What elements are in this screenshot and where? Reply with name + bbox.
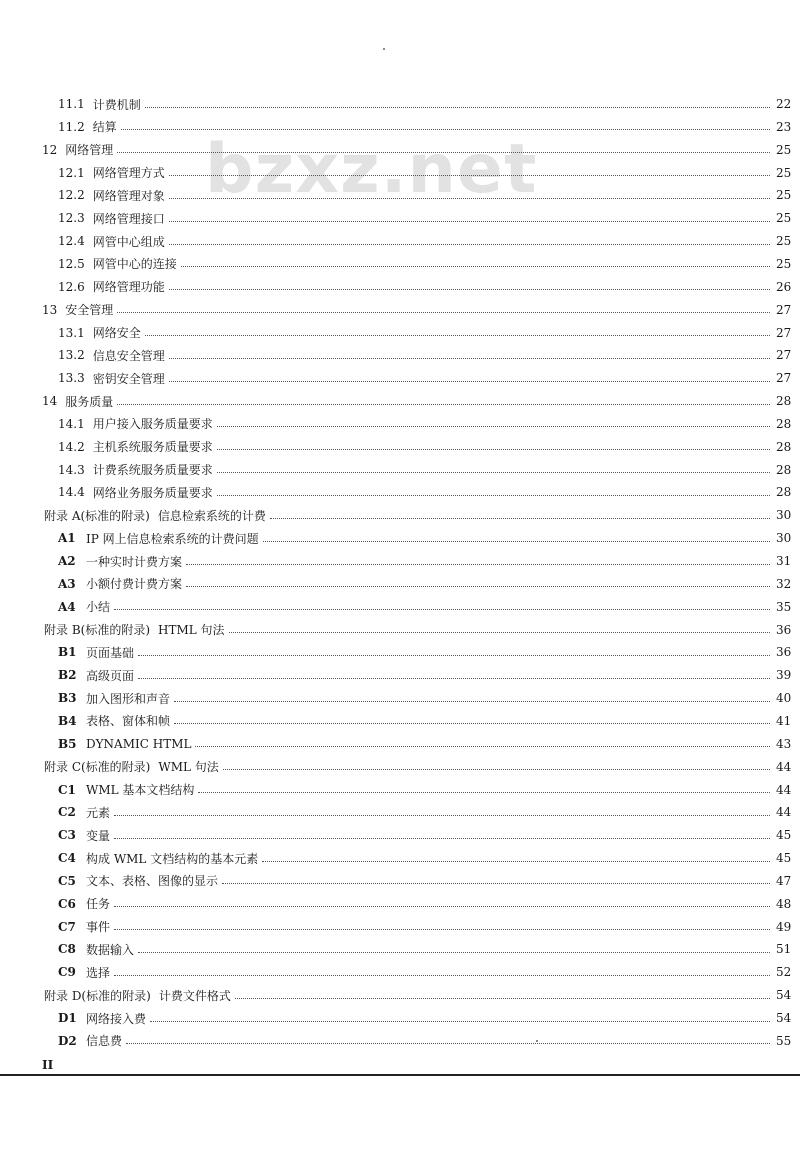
toc-entry-number: 附录 D(标准的附录) <box>44 988 151 1003</box>
toc-entry-page: 55 <box>776 1033 792 1048</box>
toc-entry-number: 13.2 <box>58 348 85 363</box>
toc-entry <box>0 870 800 892</box>
dot-leader <box>138 668 770 679</box>
toc-entry-title: 文本、表格、图像的显示 <box>86 874 219 889</box>
toc-entry <box>0 664 800 686</box>
toc-entry <box>0 230 800 252</box>
toc-entry-title: 事件 <box>86 920 111 935</box>
toc-entry-title: 信息费 <box>86 1034 123 1049</box>
toc-entry-number: 14 <box>42 394 58 409</box>
toc-entry-number: 14.2 <box>58 439 85 454</box>
dot-leader <box>262 851 770 862</box>
toc-entry-number: C6 <box>58 896 76 911</box>
toc-entry-title: 计费系统服务质量要求 <box>92 463 213 478</box>
dot-leader <box>217 485 770 496</box>
toc-entry-number: 12.1 <box>58 165 85 180</box>
dot-leader <box>174 691 770 702</box>
toc-entry-number: 13 <box>42 302 58 317</box>
toc-entry <box>0 344 800 366</box>
toc-entry <box>0 527 800 549</box>
toc-entry-page: 28 <box>776 485 792 500</box>
toc-entry-page: 27 <box>776 325 792 340</box>
toc-entry <box>0 116 800 138</box>
toc-entry-number: 12.5 <box>58 256 85 271</box>
toc-entry-page: 28 <box>776 462 792 477</box>
dot-leader <box>126 1033 770 1044</box>
toc-entry-title: 一种实时计费方案 <box>86 554 183 569</box>
dot-leader <box>169 234 770 245</box>
toc-entry-number: 12.2 <box>58 188 85 203</box>
toc-entry-title: 构成 WML 文档结构的基本元素 <box>86 851 259 866</box>
toc-entry-title: 用户接入服务质量要求 <box>92 417 213 432</box>
toc-entry-number: 11.1 <box>58 97 85 111</box>
dot-leader <box>181 256 770 267</box>
toc-entry-page: 44 <box>776 782 792 797</box>
toc-entry-page: 52 <box>776 965 792 980</box>
dot-leader <box>223 759 770 770</box>
toc-entry-title: 高级页面 <box>86 668 135 683</box>
toc-entry <box>0 367 800 389</box>
toc-entry-number: D1 <box>58 1011 77 1025</box>
toc-entry-page: 45 <box>776 828 792 843</box>
toc-entry <box>0 1030 800 1052</box>
toc-entry <box>0 847 800 869</box>
dot-leader <box>145 97 770 108</box>
dot-leader <box>114 599 770 610</box>
toc-entry <box>0 253 800 275</box>
toc-entry-number: A2 <box>58 554 76 568</box>
toc-entry <box>0 893 800 915</box>
dot-leader <box>138 645 770 656</box>
toc-entry <box>0 139 800 161</box>
dot-leader <box>186 576 770 587</box>
toc-entry-title: 计费机制 <box>92 97 141 112</box>
dot-leader <box>229 622 770 633</box>
toc-entry <box>0 938 800 960</box>
dot-leader <box>114 828 770 839</box>
toc-entry-page: 40 <box>776 691 792 706</box>
toc-entry-title: 元素 <box>86 805 111 820</box>
toc-entry-title: 网络接入费 <box>86 1011 147 1026</box>
toc-entry-number: B3 <box>58 691 77 706</box>
dot-leader <box>169 165 770 176</box>
toc-entry-page: 25 <box>776 256 792 271</box>
toc-entry <box>0 390 800 412</box>
dot-leader <box>117 302 770 313</box>
toc-entry-page: 39 <box>776 668 792 683</box>
toc-entry <box>0 916 800 938</box>
dot-leader <box>169 371 770 382</box>
dot-leader <box>150 1011 770 1022</box>
toc-entry-number: C5 <box>58 873 76 888</box>
dot-leader <box>195 736 770 747</box>
toc-entry-number: 附录 C(标准的附录) <box>44 760 151 775</box>
toc-entry-number: B4 <box>58 713 77 728</box>
toc-entry <box>0 276 800 298</box>
dot-leader <box>263 531 770 542</box>
toc-entry <box>0 641 800 663</box>
toc-entry-title: 结算 <box>92 120 117 135</box>
toc-entry-number: C3 <box>58 828 76 843</box>
toc-entry-title: 网络管理方式 <box>92 166 165 181</box>
toc-entry-title: 网络管理对象 <box>92 188 165 203</box>
toc-entry-number: 12.6 <box>58 279 85 294</box>
dot-leader <box>169 211 770 222</box>
toc-entry-title: HTML 句法 <box>158 623 225 638</box>
toc-entry-page: 30 <box>776 508 792 523</box>
toc-entry-title: 网络业务服务质量要求 <box>92 485 213 500</box>
toc-entry <box>0 162 800 184</box>
toc-entry-number: B5 <box>58 736 77 751</box>
toc-entry-title: IP 网上信息检索系统的计费问题 <box>86 531 259 546</box>
toc-entry-title: 网络管理接口 <box>92 211 165 226</box>
toc-entry <box>0 733 800 755</box>
dot-leader <box>145 325 770 336</box>
dot-leader <box>114 805 770 816</box>
toc-entry-title: 数据输入 <box>86 942 135 957</box>
toc-entry-number: C8 <box>58 942 76 957</box>
toc-entry-number: 14.4 <box>58 485 85 500</box>
toc-entry-page: 27 <box>776 348 792 363</box>
toc-entry-page: 36 <box>776 622 792 637</box>
page-number: II <box>42 1058 54 1072</box>
dot-leader <box>186 554 770 565</box>
dot-leader <box>114 919 770 930</box>
toc-entry-title: 网管中心组成 <box>92 234 165 249</box>
toc-entry-title: 主机系统服务质量要求 <box>92 440 213 455</box>
toc-entry-title: 计费文件格式 <box>158 988 231 1003</box>
toc-entry-number: A4 <box>58 599 76 614</box>
toc-entry-page: 45 <box>776 851 792 866</box>
toc-entry-number: A1 <box>58 531 76 546</box>
toc-entry <box>0 573 800 595</box>
toc-entry-number: 11.2 <box>58 119 85 134</box>
toc-entry-page: 28 <box>776 394 792 409</box>
toc-entry-page: 32 <box>776 576 792 591</box>
toc-entry-title: 选择 <box>86 965 111 980</box>
toc-entry-number: 14.3 <box>58 462 85 477</box>
toc-entry <box>0 801 800 823</box>
toc-entry <box>0 619 800 641</box>
toc-entry-title: 变量 <box>86 828 111 843</box>
toc-entry-title: DYNAMIC HTML <box>86 736 192 751</box>
toc-entry-page: 43 <box>776 736 792 751</box>
dot-leader <box>169 279 770 290</box>
toc-entry <box>0 1007 800 1029</box>
toc-entry-page: 27 <box>776 302 792 317</box>
toc-entry-number: 12.4 <box>58 234 85 249</box>
dot-leader <box>222 873 770 884</box>
toc-entry-title: 网络管理功能 <box>92 280 165 295</box>
toc-entry <box>0 961 800 983</box>
toc-entry-title: 小额付费计费方案 <box>86 577 183 592</box>
toc-entry-number: 附录 A(标准的附录) <box>44 508 150 523</box>
toc-entry-title: 网管中心的连接 <box>92 257 177 272</box>
toc-entry-title: 页面基础 <box>86 645 135 660</box>
toc-entry-number: 13.3 <box>58 371 85 386</box>
toc-entry-page: 31 <box>776 554 792 568</box>
toc-entry <box>0 504 800 526</box>
toc-entry-page: 25 <box>776 211 792 226</box>
toc-entry <box>0 779 800 801</box>
dot-leader <box>217 416 770 427</box>
toc-entry <box>0 184 800 206</box>
toc-entry <box>0 596 800 618</box>
toc-entry <box>0 207 800 229</box>
toc-entry-page: 36 <box>776 645 792 660</box>
toc-entry-page: 35 <box>776 599 792 614</box>
dot-leader <box>138 942 770 953</box>
toc-entry <box>0 481 800 503</box>
toc-entry-number: 12.3 <box>58 211 85 226</box>
toc-entry <box>0 687 800 709</box>
toc-entry-page: 44 <box>776 805 792 820</box>
dot-leader <box>114 965 770 976</box>
toc-entry-page: 25 <box>776 142 792 157</box>
toc-entry-title: WML 基本文档结构 <box>86 783 195 797</box>
toc-entry-title: 网络安全 <box>92 326 141 340</box>
scan-speck <box>536 1040 538 1042</box>
toc-entry-title: 密钥安全管理 <box>92 371 165 386</box>
dot-leader <box>121 119 770 130</box>
toc-entry <box>0 93 800 115</box>
toc-entry-page: 41 <box>776 713 792 728</box>
toc-entry-page: 25 <box>776 165 792 180</box>
toc-entry <box>0 436 800 458</box>
dot-leader <box>217 462 770 473</box>
toc-entry <box>0 413 800 435</box>
toc-entry-number: C9 <box>58 965 76 980</box>
dot-leader <box>235 988 770 999</box>
toc-entry-number: A3 <box>58 576 76 591</box>
toc-entry-page: 28 <box>776 416 792 431</box>
toc-entry-title: 安全管理 <box>65 303 114 318</box>
toc-entry-number: 14.1 <box>58 416 85 431</box>
toc-entry-page: 25 <box>776 234 792 249</box>
dot-leader <box>217 439 770 450</box>
dot-leader <box>114 896 770 907</box>
toc-entry-title: 信息安全管理 <box>92 348 165 363</box>
toc-entry-title: 表格、窗体和帧 <box>86 714 171 729</box>
toc-entry-title: 加入图形和声音 <box>86 691 171 706</box>
dot-leader <box>174 713 770 724</box>
dot-leader <box>270 508 770 519</box>
toc-entry-page: 22 <box>776 97 792 111</box>
toc-entry-number: C7 <box>58 919 76 934</box>
toc-entry-page: 28 <box>776 439 792 454</box>
toc-entry <box>0 550 800 572</box>
watermark: bzxz.net <box>205 130 538 209</box>
dot-leader <box>117 142 770 153</box>
footer-rule <box>0 1074 800 1076</box>
toc-entry-title: 服务质量 <box>65 394 114 409</box>
toc-entry-page: 48 <box>776 896 792 911</box>
toc-entry-number: C2 <box>58 805 76 820</box>
toc-entry <box>0 710 800 732</box>
toc-entry <box>0 824 800 846</box>
toc-entry-number: 附录 B(标准的附录) <box>44 623 150 638</box>
toc-entry-page: 25 <box>776 188 792 203</box>
toc-entry-number: 12 <box>42 142 58 157</box>
toc-entry <box>0 459 800 481</box>
toc-entry-page: 44 <box>776 759 792 774</box>
toc-entry-page: 54 <box>776 988 792 1003</box>
toc-entry-page: 23 <box>776 119 792 134</box>
toc-entry-title: 任务 <box>86 897 111 912</box>
toc-entry-title: 信息检索系统的计费 <box>157 508 266 523</box>
toc-entry-number: C4 <box>58 851 76 866</box>
toc-entry-page: 30 <box>776 531 792 546</box>
toc-entry-number: C1 <box>58 782 76 797</box>
toc-entry-title: WML 句法 <box>158 760 219 775</box>
toc-entry-number: D2 <box>58 1033 77 1048</box>
toc-entry-number: B1 <box>58 645 77 660</box>
toc-entry-page: 49 <box>776 919 792 934</box>
toc-entry <box>0 756 800 778</box>
toc-entry-number: B2 <box>58 668 77 683</box>
toc-entry-page: 27 <box>776 371 792 386</box>
toc-entry-page: 47 <box>776 873 792 888</box>
toc-entry <box>0 299 800 321</box>
dot-leader <box>169 348 770 359</box>
dot-leader <box>117 394 770 405</box>
toc-entry <box>0 984 800 1006</box>
toc-entry <box>0 322 800 344</box>
dot-leader <box>198 782 770 793</box>
toc-entry-page: 51 <box>776 942 792 957</box>
dot-leader <box>169 188 770 199</box>
toc-entry-title: 小结 <box>86 600 111 615</box>
scan-speck <box>383 48 385 50</box>
toc-entry-number: 13.1 <box>58 325 85 340</box>
toc-entry-page: 26 <box>776 279 792 294</box>
toc-entry-page: 54 <box>776 1011 792 1025</box>
toc-entry-title: 网络管理 <box>65 143 114 158</box>
